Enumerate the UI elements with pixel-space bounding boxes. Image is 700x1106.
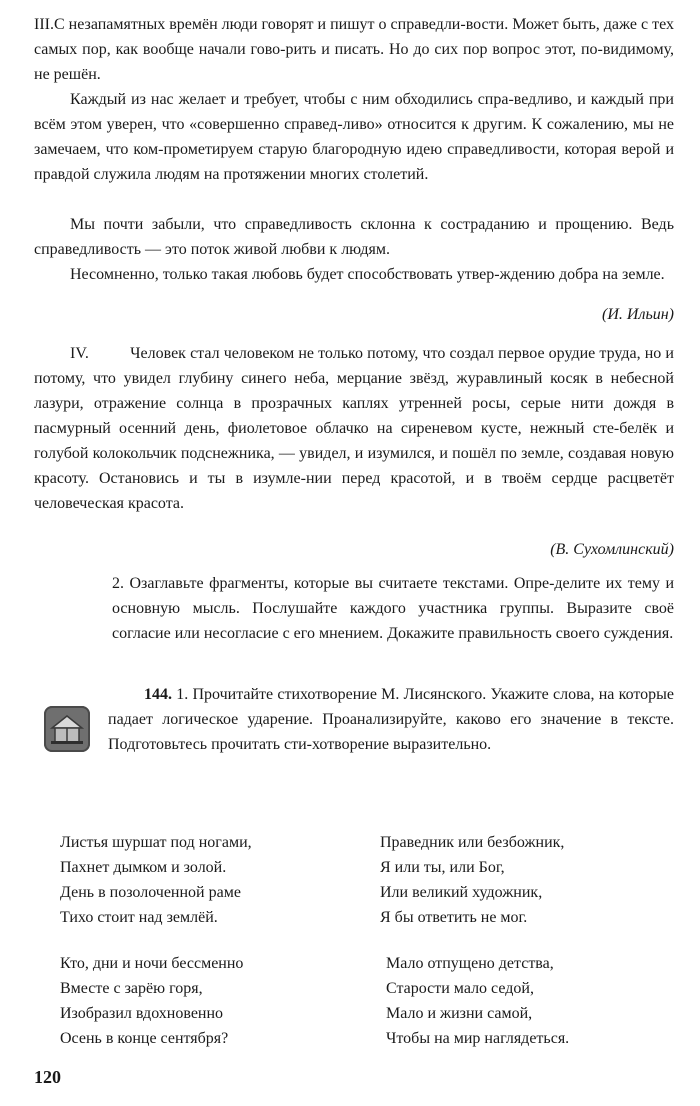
exercise-144-text: 1. Прочитайте стихотворение М. Лисянского. Укажите слова, на которые падает логическое ударение. Проанализируйте, каково его значение в тексте. Подготовьтесь прочитать сти-хотворение выразительно. bbox=[108, 686, 674, 753]
exercise-144 bbox=[108, 682, 674, 757]
poem-line: Изобразил вдохновенно bbox=[60, 1005, 224, 1022]
poem-line: Тихо стоит над землёй. bbox=[60, 909, 218, 926]
fragment-4-paragraph: IV. Человек стал человеком не только потому, что создал первое орудие труда, но и потому, что увидел глубину синего неба, мерцание звёзд, журавлиный косяк в небесной лазури, отражение солнца в прозрачных каплях утренней росы, серые нити дождя в пасмурный осенний день, фиолетовое облачко на сиреневом кусте, нежный сте-белёк и голубой колокольчик подснежника, — увидел, и изумился, и пошёл по земле, создавая новую красоту. Остановись и ты в изумле-нии перед красотой, и в твоём сердце расцветёт человеческая красота. bbox=[34, 345, 678, 512]
task-2 bbox=[112, 571, 674, 646]
poem-stanza-4 bbox=[386, 951, 569, 1051]
book-icon bbox=[44, 706, 90, 752]
poem-line: День в позолоченной раме bbox=[60, 884, 241, 901]
poem-line: Пахнет дымком и золой. bbox=[60, 859, 227, 876]
poem-stanza-1 bbox=[60, 830, 252, 930]
poem-line: Я или ты, или Бог, bbox=[380, 859, 505, 876]
author-ilyin: (И. Ильин) bbox=[602, 306, 674, 323]
poem-line: Чтобы на мир наглядеться. bbox=[386, 1030, 570, 1047]
poem-line: Или великий художник, bbox=[380, 884, 543, 901]
author-sukhomlinsky: (В. Сухомлинский) bbox=[550, 541, 674, 558]
fragment-3-paragraph-4: Несомненно, только такая любовь будет способствовать утвер-ждению добра на земле. bbox=[70, 266, 665, 283]
poem-line: Я бы ответить не мог. bbox=[380, 909, 528, 926]
poem-stanza-3 bbox=[380, 830, 564, 930]
poem-line: Вместе с зарёю горя, bbox=[60, 980, 203, 997]
fragment-3-paragraph-3: Мы почти забыли, что справедливость склонна к состраданию и прощению. Ведь справедливость — это поток живой любви к людям. bbox=[34, 216, 674, 258]
poem-line: Старости мало седой, bbox=[386, 980, 534, 997]
poem-line: Мало и жизни самой, bbox=[386, 1005, 533, 1022]
fragment-3-paragraph-1: III.С незапамятных времён люди говорят и пишут о справедли-вости. Может быть, даже с тех самых пор, как вообще начали гово-рить и писать. Но до сих пор вопрос этот, по-видимому, не решён. bbox=[34, 16, 674, 83]
poem-line: Осень в конце сентября? bbox=[60, 1030, 229, 1047]
poem-line: Мало отпущено детства, bbox=[386, 955, 554, 972]
poem-line: Праведник или безбожник, bbox=[380, 834, 565, 851]
poem-stanza-2 bbox=[60, 951, 243, 1051]
poem-line: Листья шуршат под ногами, bbox=[60, 834, 252, 851]
fragment-3-paragraph-2: Каждый из нас желает и требует, чтобы с ним обходились спра-ведливо, и каждый при всём этом уверен, что «совершенно справед-ливо» относится к другим. К сожалению, мы не замечаем, что ком-прометируем старую благородную идею справедливости, которая верой и правдой служила людям на протяжении многих столетий. bbox=[34, 91, 674, 183]
task-2-text: Озаглавьте фрагменты, которые вы считаете текстами. Опре-делите их тему и основную мысль. Послушайте каждого участника группы. Выразите своё согласие или несогласие с его мнением. Докажите правильность своего суждения. bbox=[112, 575, 674, 642]
page-number: 120 bbox=[34, 1067, 61, 1087]
exercise-144-number: 144. bbox=[144, 686, 172, 703]
task-2-number: 2. bbox=[112, 575, 124, 592]
poem-line: Кто, дни и ночи бессменно bbox=[60, 955, 244, 972]
